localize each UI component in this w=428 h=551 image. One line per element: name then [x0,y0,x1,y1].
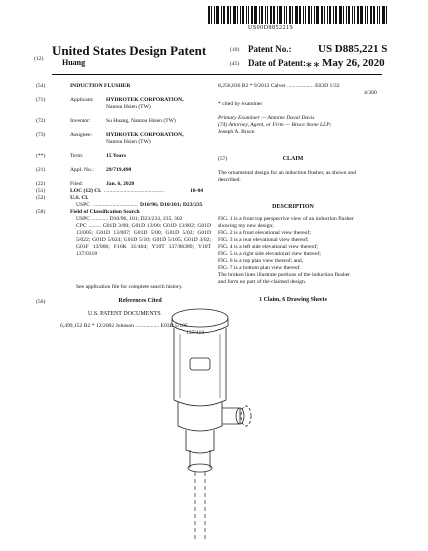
patent-number: US D885,221 S [318,43,388,55]
barcode-bar [292,6,293,24]
barcode-bar [216,6,219,24]
description-line: showing my new design; [218,223,274,229]
applicant-location: Nantou Hsien (TW) [106,104,151,110]
barcode-bar [221,6,222,24]
reference-2: 8,256,036 B2 * 9/2012 Calver ................... E03D 1/32 [218,83,340,89]
assignee-label: Assignee: [70,132,93,138]
barcode-bar [259,6,260,24]
description-line: FIG. 4 is a left side elevational view thereof; [218,244,318,250]
barcode-bar [284,6,285,24]
barcode-bar [295,6,298,24]
description-line: and form no part of the claimed design. [218,279,307,285]
description-line: FIG. 7 is a bottom plan view thereof. [218,265,301,271]
barcode-bar [277,6,278,24]
barcode-bar [223,6,225,24]
assignee-location: Nantou Hsien (TW) [106,139,151,145]
barcode-bar [377,6,378,24]
barcode-bar [333,6,334,24]
induction-flusher-drawing [150,300,270,545]
term-label: Term: [70,153,84,159]
search-note: See application file for complete search history. [76,284,183,290]
patent-no-label: Patent No.: [248,44,292,54]
title-field: INDUCTION FLUSHER [70,83,131,89]
f54-tag: (54) [36,83,46,89]
f22-tag: (22) [36,181,46,187]
date-marker: ∗∗ [305,59,321,71]
references-heading: References Cited [118,298,162,304]
description-line: The broken lines illustrate portions of the induction flusher [218,272,351,278]
barcode-bar [227,6,229,24]
attorney: (74) Attorney, Agent, or Firm — Bruce Stone LLP; [218,122,332,128]
barcode-number: US00D885221S [248,25,294,31]
filed-value: Jan. 6, 2020 [106,181,135,187]
barcode [208,6,408,24]
f21-tag: (21) [36,167,46,173]
loc-label: LOC (12) Cl. [70,188,102,194]
f71-tag: (71) [36,97,46,103]
f51-tag: (51) [36,188,46,194]
barcode-bar [311,6,312,24]
barcode-bar [367,6,368,24]
f73-tag: (73) [36,132,46,138]
f52-tag: (52) [36,195,46,201]
barcode-bar [343,6,344,24]
barcode-bar [240,6,241,24]
barcode-bar [339,6,342,24]
applicant-value: HYDROTEK CORPORATION, [106,97,184,103]
barcode-bar [230,6,231,24]
claim-tag: (57) [218,156,228,162]
barcode-bar [321,6,323,24]
filed-label: Filed: [70,181,84,187]
loc-dots: ........................................... [104,188,165,194]
barcode-bar [270,6,272,24]
attorney-name: Joseph A. Bruce [218,129,255,135]
barcode-bar [254,6,257,24]
barcode-bar [327,6,328,24]
examiner: Primary Examiner — Antoine Duval Davis [218,115,315,121]
uspc-label: USPC [76,202,90,208]
inventor-label: Inventor: [70,118,91,124]
barcode-bar [324,6,325,24]
tag-12: (12) [34,56,44,62]
barcode-bar [265,6,266,24]
barcode-bar [214,6,215,24]
description-line: FIG. 3 is a rear elevational view thereof; [218,237,309,243]
patent-title: United States Design Patent [52,43,207,58]
f72-tag: (72) [36,118,46,124]
barcode-bar [346,6,347,24]
barcode-bar [360,6,363,24]
inventor-short: Huang [62,58,86,67]
claim-text: The ornamental design for an induction flusher, as shown and described. [218,170,357,183]
claims-count: 1 Claim, 6 Drawing Sheets [259,297,327,303]
header-rule [52,74,382,75]
barcode-bar [382,6,385,24]
barcode-bar [316,6,319,24]
barcode-bar [357,6,359,24]
description-heading: DESCRIPTION [272,204,314,210]
barcode-bar [242,6,244,24]
term-tag: (**) [36,153,46,159]
us-docs-heading: U.S. PATENT DOCUMENTS [88,311,161,317]
tag-45: (45) [230,61,240,67]
applicant-label: Applicant: [70,97,94,103]
barcode-bar [379,6,380,24]
barcode-bar [251,6,253,24]
barcode-bar [208,6,210,24]
date-label: Date of Patent: [248,58,306,68]
barcode-bar [303,6,304,24]
barcode-bar [365,6,366,24]
barcode-bar [354,6,355,24]
barcode-bar [211,6,212,24]
barcode-bar [305,6,306,24]
barcode-bar [233,6,236,24]
description-line: FIG. 5 is a right side elevational view thereof; [218,251,321,257]
barcode-bar [248,6,249,24]
claim-heading: CLAIM [282,156,304,162]
barcode-bar [246,6,247,24]
loc-value: 10-04 [190,188,204,194]
uspc-value: D10/96; D10/101; D23/235 [140,202,203,208]
description-line: FIG. 2 is a front elevational view thereof; [218,230,311,236]
barcode-bar [329,6,331,24]
description-line: FIG. 6 is a top plan view thereof; and, [218,258,304,264]
barcode-bar [261,6,263,24]
search-cpc: CPC ......... G01D 3/00; G01D 13/00; G01D 13/002; G01D 13/005; G01D 13/007; G01D 5/00; G01D 5/02; G01D 5/022; G01D 5/024; G01D 5/10; G01D 5/105; G01D 3/02; G01F 13/006; F16K 31/404; Y10T 137/86389; Y10T 137/0318 [76,223,211,257]
reference-2-class: 4/300 [364,90,377,96]
term-value: 15 Years [106,153,127,159]
field-search-label: Field of Classification Search [70,209,140,215]
appl-no-value: 29/719,498 [106,167,132,173]
description-line: FIG. 1 is a front top perspective view of an induction flusher [218,216,354,222]
barcode-bar [267,6,268,24]
barcode-bar [286,6,287,24]
barcode-bar [308,6,310,24]
barcode-bar [279,6,282,24]
barcode-bar [348,6,350,24]
tag-10: (10) [230,47,240,53]
barcode-bar [289,6,291,24]
us-cl-label: U.S. Cl. [70,195,89,201]
cited-note: * cited by examiner [218,101,263,107]
search-uspc: USPC ............ D10/96, 101; D23/233, 235, 302 [76,216,183,222]
barcode-bar [352,6,353,24]
appl-no-label: Appl. No.: [70,167,94,173]
barcode-bar [386,6,387,24]
barcode-bar [370,6,372,24]
inventor-value: Su Huang, Nantou Hsien (TW) [106,118,176,124]
f58-tag: (58) [36,209,46,215]
reference-1: 6,499,152 B2 * 12/2002 Johnson ................. E03D 5/105 [60,323,188,329]
barcode-bar [335,6,337,24]
description-list [218,216,354,286]
patent-date: May 26, 2020 [322,57,385,69]
barcode-bar [314,6,315,24]
f56-tag: (56) [36,299,46,305]
barcode-bar [373,6,375,24]
assignee-value: HYDROTEK CORPORATION, [106,132,184,138]
barcode-bar [273,6,275,24]
barcode-bar [299,6,301,24]
barcode-bar [237,6,238,24]
uspc-dots: ................................ [93,202,138,208]
reference-1-class: 137/110 [186,330,205,336]
